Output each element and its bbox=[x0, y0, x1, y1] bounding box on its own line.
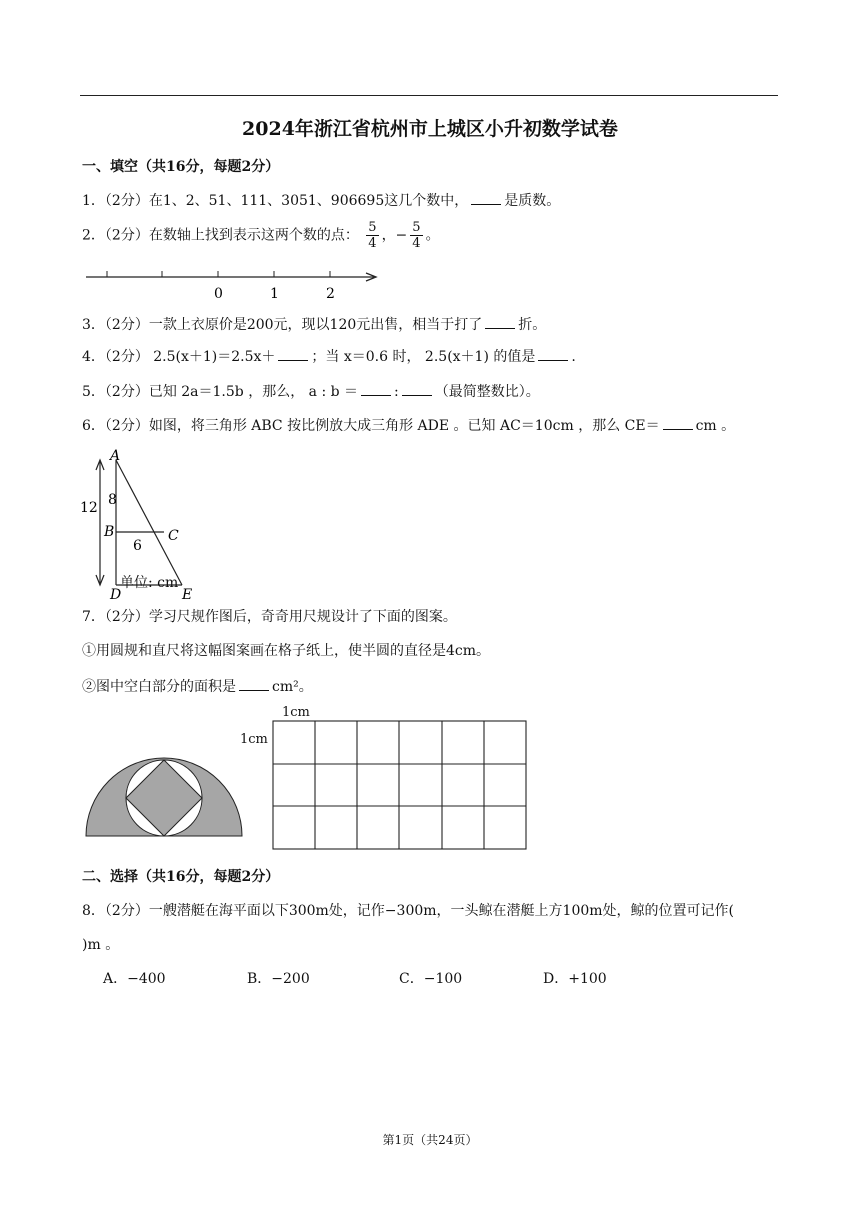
question-7-sub-2-text: ②图中空白部分的面积是 bbox=[82, 679, 236, 695]
page-footer: 第1页（共24页） bbox=[382, 1133, 478, 1147]
label-e: E bbox=[182, 587, 193, 603]
question-3 bbox=[82, 314, 546, 334]
label-c: C bbox=[168, 528, 179, 544]
question-5 bbox=[82, 381, 540, 401]
grid-top-label: 1cm bbox=[282, 705, 310, 720]
question-4 bbox=[82, 346, 576, 366]
number-line-figure bbox=[82, 266, 382, 306]
answer-blank[interactable] bbox=[663, 417, 693, 430]
fraction-1-numerator: 5 bbox=[368, 220, 377, 235]
label-d: D bbox=[110, 587, 122, 603]
option-b[interactable]: B．−200 bbox=[247, 971, 310, 987]
question-8-line-2: )m 。 bbox=[82, 937, 120, 953]
length-8: 8 bbox=[108, 492, 117, 508]
side-ae bbox=[116, 460, 182, 585]
section-2-heading: 二、选择（共16分，每题2分） bbox=[82, 869, 280, 885]
answer-blank[interactable] bbox=[538, 348, 568, 361]
option-d[interactable]: D．+100 bbox=[543, 971, 607, 987]
option-a[interactable]: A．−400 bbox=[103, 971, 166, 987]
section-1-heading: 一、填空（共16分，每题2分） bbox=[82, 159, 280, 175]
option-c[interactable]: C．−100 bbox=[399, 971, 463, 987]
number-line-label-1: 1 bbox=[270, 286, 279, 302]
number-line-label-2: 2 bbox=[326, 286, 335, 302]
question-7-sub-2 bbox=[82, 676, 313, 696]
triangle-figure bbox=[78, 446, 208, 603]
question-6 bbox=[82, 415, 735, 435]
question-2-text: 2．（2分）在数轴上找到表示这两个数的点： bbox=[82, 227, 359, 244]
length-6: 6 bbox=[133, 538, 142, 554]
question-4-text-mid: ；当 x＝0.6 时， 2.5(x＋1) 的值是 bbox=[311, 349, 536, 365]
question-2-end: 。 bbox=[425, 227, 440, 244]
question-7-sub-1: ①用圆规和直尺将这幅图案画在格子纸上，使半圆的直径是4cm。 bbox=[82, 643, 491, 659]
label-b: B bbox=[104, 524, 115, 540]
question-3-text-end: 折。 bbox=[518, 317, 547, 333]
question-2 bbox=[82, 220, 440, 251]
question-3-text: 3．（2分）一款上衣原价是200元，现以120元出售，相当于打了 bbox=[82, 317, 483, 333]
unit-label: 单位: cm bbox=[120, 575, 179, 591]
header-rule bbox=[80, 95, 778, 96]
ratio-colon: : bbox=[394, 384, 399, 400]
question-5-text: 5．（2分）已知 2a＝1.5b ，那么， a : b ＝ bbox=[82, 384, 359, 400]
question-4-text-end: . bbox=[571, 349, 576, 365]
question-1-text-end: 是质数。 bbox=[504, 193, 561, 209]
fraction-1-denominator: 4 bbox=[368, 236, 377, 251]
fraction-2-denominator: 4 bbox=[412, 236, 421, 251]
page-title: 2024年浙江省杭州市上城区小升初数学试卷 bbox=[242, 118, 618, 140]
answer-blank[interactable] bbox=[278, 348, 308, 361]
label-a: A bbox=[110, 448, 121, 464]
question-8: 8．（2分）一艘潜艇在海平面以下300m处，记作−300m，一头鲸在潜艇上方100m处，鲸的位置可记作( bbox=[82, 903, 734, 919]
fraction-2-numerator: 5 bbox=[412, 220, 421, 235]
question-6-text-end: cm 。 bbox=[695, 418, 736, 434]
question-1 bbox=[82, 190, 560, 210]
fraction-2 bbox=[410, 220, 422, 251]
fraction-1 bbox=[366, 220, 378, 251]
answer-blank[interactable] bbox=[471, 192, 501, 205]
question-5-text-end: （最简整数比）。 bbox=[434, 384, 540, 400]
fraction-separator: ，− bbox=[381, 227, 408, 244]
answer-blank[interactable] bbox=[402, 383, 432, 396]
number-line-label-0: 0 bbox=[214, 286, 223, 302]
grid-paper bbox=[272, 720, 528, 852]
length-12: 12 bbox=[80, 500, 98, 516]
question-7: 7．（2分）学习尺规作图后，奇奇用尺规设计了下面的图案。 bbox=[82, 609, 457, 625]
grid-left-label: 1cm bbox=[240, 732, 268, 747]
question-4-text: 4．（2分） 2.5(x＋1)＝2.5x＋ bbox=[82, 349, 276, 365]
answer-blank[interactable] bbox=[239, 678, 269, 691]
question-1-text: 1．（2分）在1、2、51、111、3051、906695这几个数中， bbox=[82, 193, 469, 209]
answer-blank[interactable] bbox=[485, 316, 515, 329]
answer-blank[interactable] bbox=[361, 383, 391, 396]
semicircle-figure bbox=[84, 756, 244, 838]
question-6-text: 6．（2分）如图，将三角形 ABC 按比例放大成三角形 ADE 。已知 AC＝10cm ，那么 CE＝ bbox=[82, 418, 660, 434]
question-7-sub-2-end: cm²。 bbox=[272, 679, 313, 695]
